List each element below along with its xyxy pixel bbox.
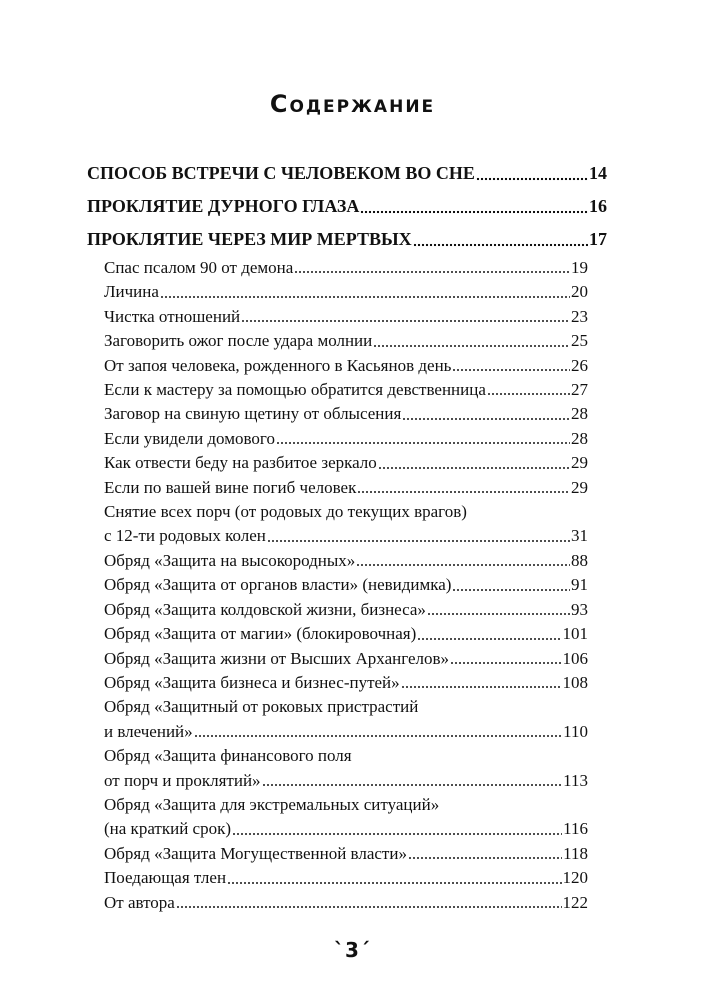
toc-entry-label: ПРОКЛЯТИЕ ДУРНОГО ГЛАЗА	[87, 196, 360, 216]
toc-entry-label: Заговорить ожог после удара молнии	[104, 331, 373, 351]
dot-leader	[241, 319, 570, 323]
toc-entry-label: Обряд «Защита бизнеса и бизнес-путей»	[104, 672, 400, 692]
toc-entry-page: 20	[571, 282, 588, 302]
toc-entry-major[interactable]	[87, 190, 607, 223]
toc-entry[interactable]	[104, 769, 588, 793]
toc-entry[interactable]	[104, 817, 588, 841]
toc-entry-page: 120	[562, 868, 588, 888]
dot-leader	[373, 344, 570, 348]
toc-entry[interactable]	[104, 573, 588, 597]
toc-entry-label: СПОСОБ ВСТРЕЧИ С ЧЕЛОВЕКОМ ВО СНЕ	[87, 163, 475, 183]
dot-leader	[413, 243, 588, 247]
toc-entry-label: Если по вашей вине погиб человек	[104, 477, 357, 497]
toc-entry-page: 91	[571, 575, 588, 595]
toc-entry-label: Чистка отношений	[104, 306, 241, 326]
toc-entry-label: Обряд «Защита от органов власти» (невидимка)	[104, 575, 452, 595]
toc-entry[interactable]	[104, 256, 588, 280]
dot-leader	[452, 588, 570, 592]
toc-entry[interactable]	[104, 329, 588, 353]
dot-leader	[276, 441, 570, 445]
toc-entry-label: Личина	[104, 282, 159, 302]
dot-leader	[232, 832, 562, 836]
toc-entry[interactable]	[104, 720, 588, 744]
dot-leader	[450, 661, 561, 665]
toc-entry-page: 17	[589, 229, 607, 249]
toc-entry-label: Спас псалом 90 от демона	[104, 258, 294, 277]
toc-entry-label: (на краткий срок)	[104, 819, 232, 839]
toc-entry-first-line: Обряд «Защита финансового поля	[104, 746, 352, 766]
toc-entry-label: Заговор на свиную щетину от облысения	[104, 404, 402, 424]
dot-leader	[294, 270, 570, 274]
dot-leader	[357, 490, 570, 494]
toc-entry-first-line: Снятие всех порч (от родовых до текущих врагов)	[104, 502, 467, 522]
toc-entry-page: 108	[562, 672, 588, 692]
toc-entry-page: 101	[562, 624, 588, 644]
dot-leader	[176, 905, 562, 909]
dot-leader	[402, 417, 570, 421]
toc-entry-label: Обряд «Защита колдовской жизни, бизнеса»	[104, 599, 426, 619]
toc-entry-label: Если к мастеру за помощью обратится девственница	[104, 380, 486, 400]
toc-entry-page: 118	[563, 843, 588, 863]
dot-leader	[227, 881, 561, 885]
toc-entry-page: 29	[571, 453, 588, 473]
toc-entry-label: Если увидели домового	[104, 428, 275, 448]
toc-entry-label: Обряд «Защита на высокородных»	[104, 550, 356, 570]
dot-leader	[417, 637, 561, 641]
toc-entry-label: Поедающая тлен	[104, 868, 227, 888]
toc-entry-label: ПРОКЛЯТИЕ ЧЕРЕЗ МИР МЕРТВЫХ	[87, 229, 412, 249]
toc-entry[interactable]	[104, 354, 588, 378]
toc-entry-page: 19	[571, 258, 588, 277]
toc-entry-page: 116	[563, 819, 588, 839]
toc-entry-page: 14	[589, 163, 607, 183]
toc-entry[interactable]	[104, 451, 588, 475]
toc-entry[interactable]	[104, 280, 588, 304]
toc-entry-page: 29	[571, 477, 588, 497]
page-title: Содержание	[269, 90, 436, 118]
toc-entry-page: 28	[571, 404, 588, 424]
dot-leader	[427, 612, 570, 616]
toc-entry-page: 110	[563, 721, 588, 741]
toc-entry-major[interactable]	[87, 223, 607, 256]
toc-entry-page: 122	[562, 892, 588, 912]
dot-leader	[476, 177, 588, 181]
toc-entry[interactable]	[104, 524, 588, 548]
toc-entry-label: и влечений»	[104, 721, 193, 741]
toc-entry-page: 113	[563, 770, 588, 790]
toc-entry-page: 93	[571, 599, 588, 619]
toc-entry[interactable]	[104, 402, 588, 426]
dot-leader	[487, 392, 570, 396]
toc-entry-major[interactable]	[87, 157, 607, 190]
dot-leader	[194, 734, 562, 738]
toc-entry-page: 16	[589, 196, 607, 216]
toc-entry-label: Обряд «Защита жизни от Высших Архангелов»	[104, 648, 450, 668]
toc-entry-label: Обряд «Защита Могущественной власти»	[104, 843, 407, 863]
dot-leader	[267, 539, 570, 543]
dot-leader	[378, 466, 570, 470]
page-number: `3´	[334, 938, 371, 962]
dot-leader	[360, 210, 588, 214]
toc-entry-label: с 12-ти родовых колен	[104, 526, 266, 546]
toc-entry-page: 88	[571, 550, 588, 570]
toc-entry[interactable]	[104, 891, 588, 915]
toc-entry[interactable]	[104, 598, 588, 622]
toc-entry[interactable]	[104, 647, 588, 671]
toc-entry[interactable]	[104, 427, 588, 451]
toc-entry-page: 23	[571, 306, 588, 326]
dot-leader	[262, 783, 563, 787]
toc-entry-page: 31	[571, 526, 588, 546]
dot-leader	[452, 368, 570, 372]
toc-entry[interactable]	[104, 622, 588, 646]
dot-leader	[408, 856, 562, 860]
toc-entry-page: 27	[571, 380, 588, 400]
toc-entry-first-line: Обряд «Защитный от роковых пристрастий	[104, 697, 419, 717]
dot-leader	[356, 563, 570, 567]
toc-entry-page: 28	[571, 428, 588, 448]
toc-entry-page: 25	[571, 331, 588, 351]
toc-entry-label: От запоя человека, рожденного в Касьянов день	[104, 355, 452, 375]
toc-entry-label: Как отвести беду на разбитое зеркало	[104, 453, 377, 473]
dot-leader	[401, 685, 562, 689]
toc-entry-label: от порч и проклятий»	[104, 770, 261, 790]
dot-leader	[160, 295, 570, 299]
toc-entry[interactable]	[104, 378, 588, 402]
toc-entry[interactable]	[104, 842, 588, 866]
toc-entry[interactable]	[104, 476, 588, 500]
toc-entry-page: 106	[562, 648, 588, 668]
toc-entry-first-line: Обряд «Защита для экстремальных ситуаций»	[104, 794, 440, 814]
toc-entry[interactable]	[104, 866, 588, 890]
toc-entry[interactable]	[104, 305, 588, 329]
toc-entry-page: 26	[571, 355, 588, 375]
toc-entry[interactable]	[104, 549, 588, 573]
toc-entry-label: Обряд «Защита от магии» (блокировочная)	[104, 624, 417, 644]
table-of-contents	[87, 157, 607, 915]
toc-entry-label: От автора	[104, 892, 175, 912]
toc-entry[interactable]	[104, 671, 588, 695]
